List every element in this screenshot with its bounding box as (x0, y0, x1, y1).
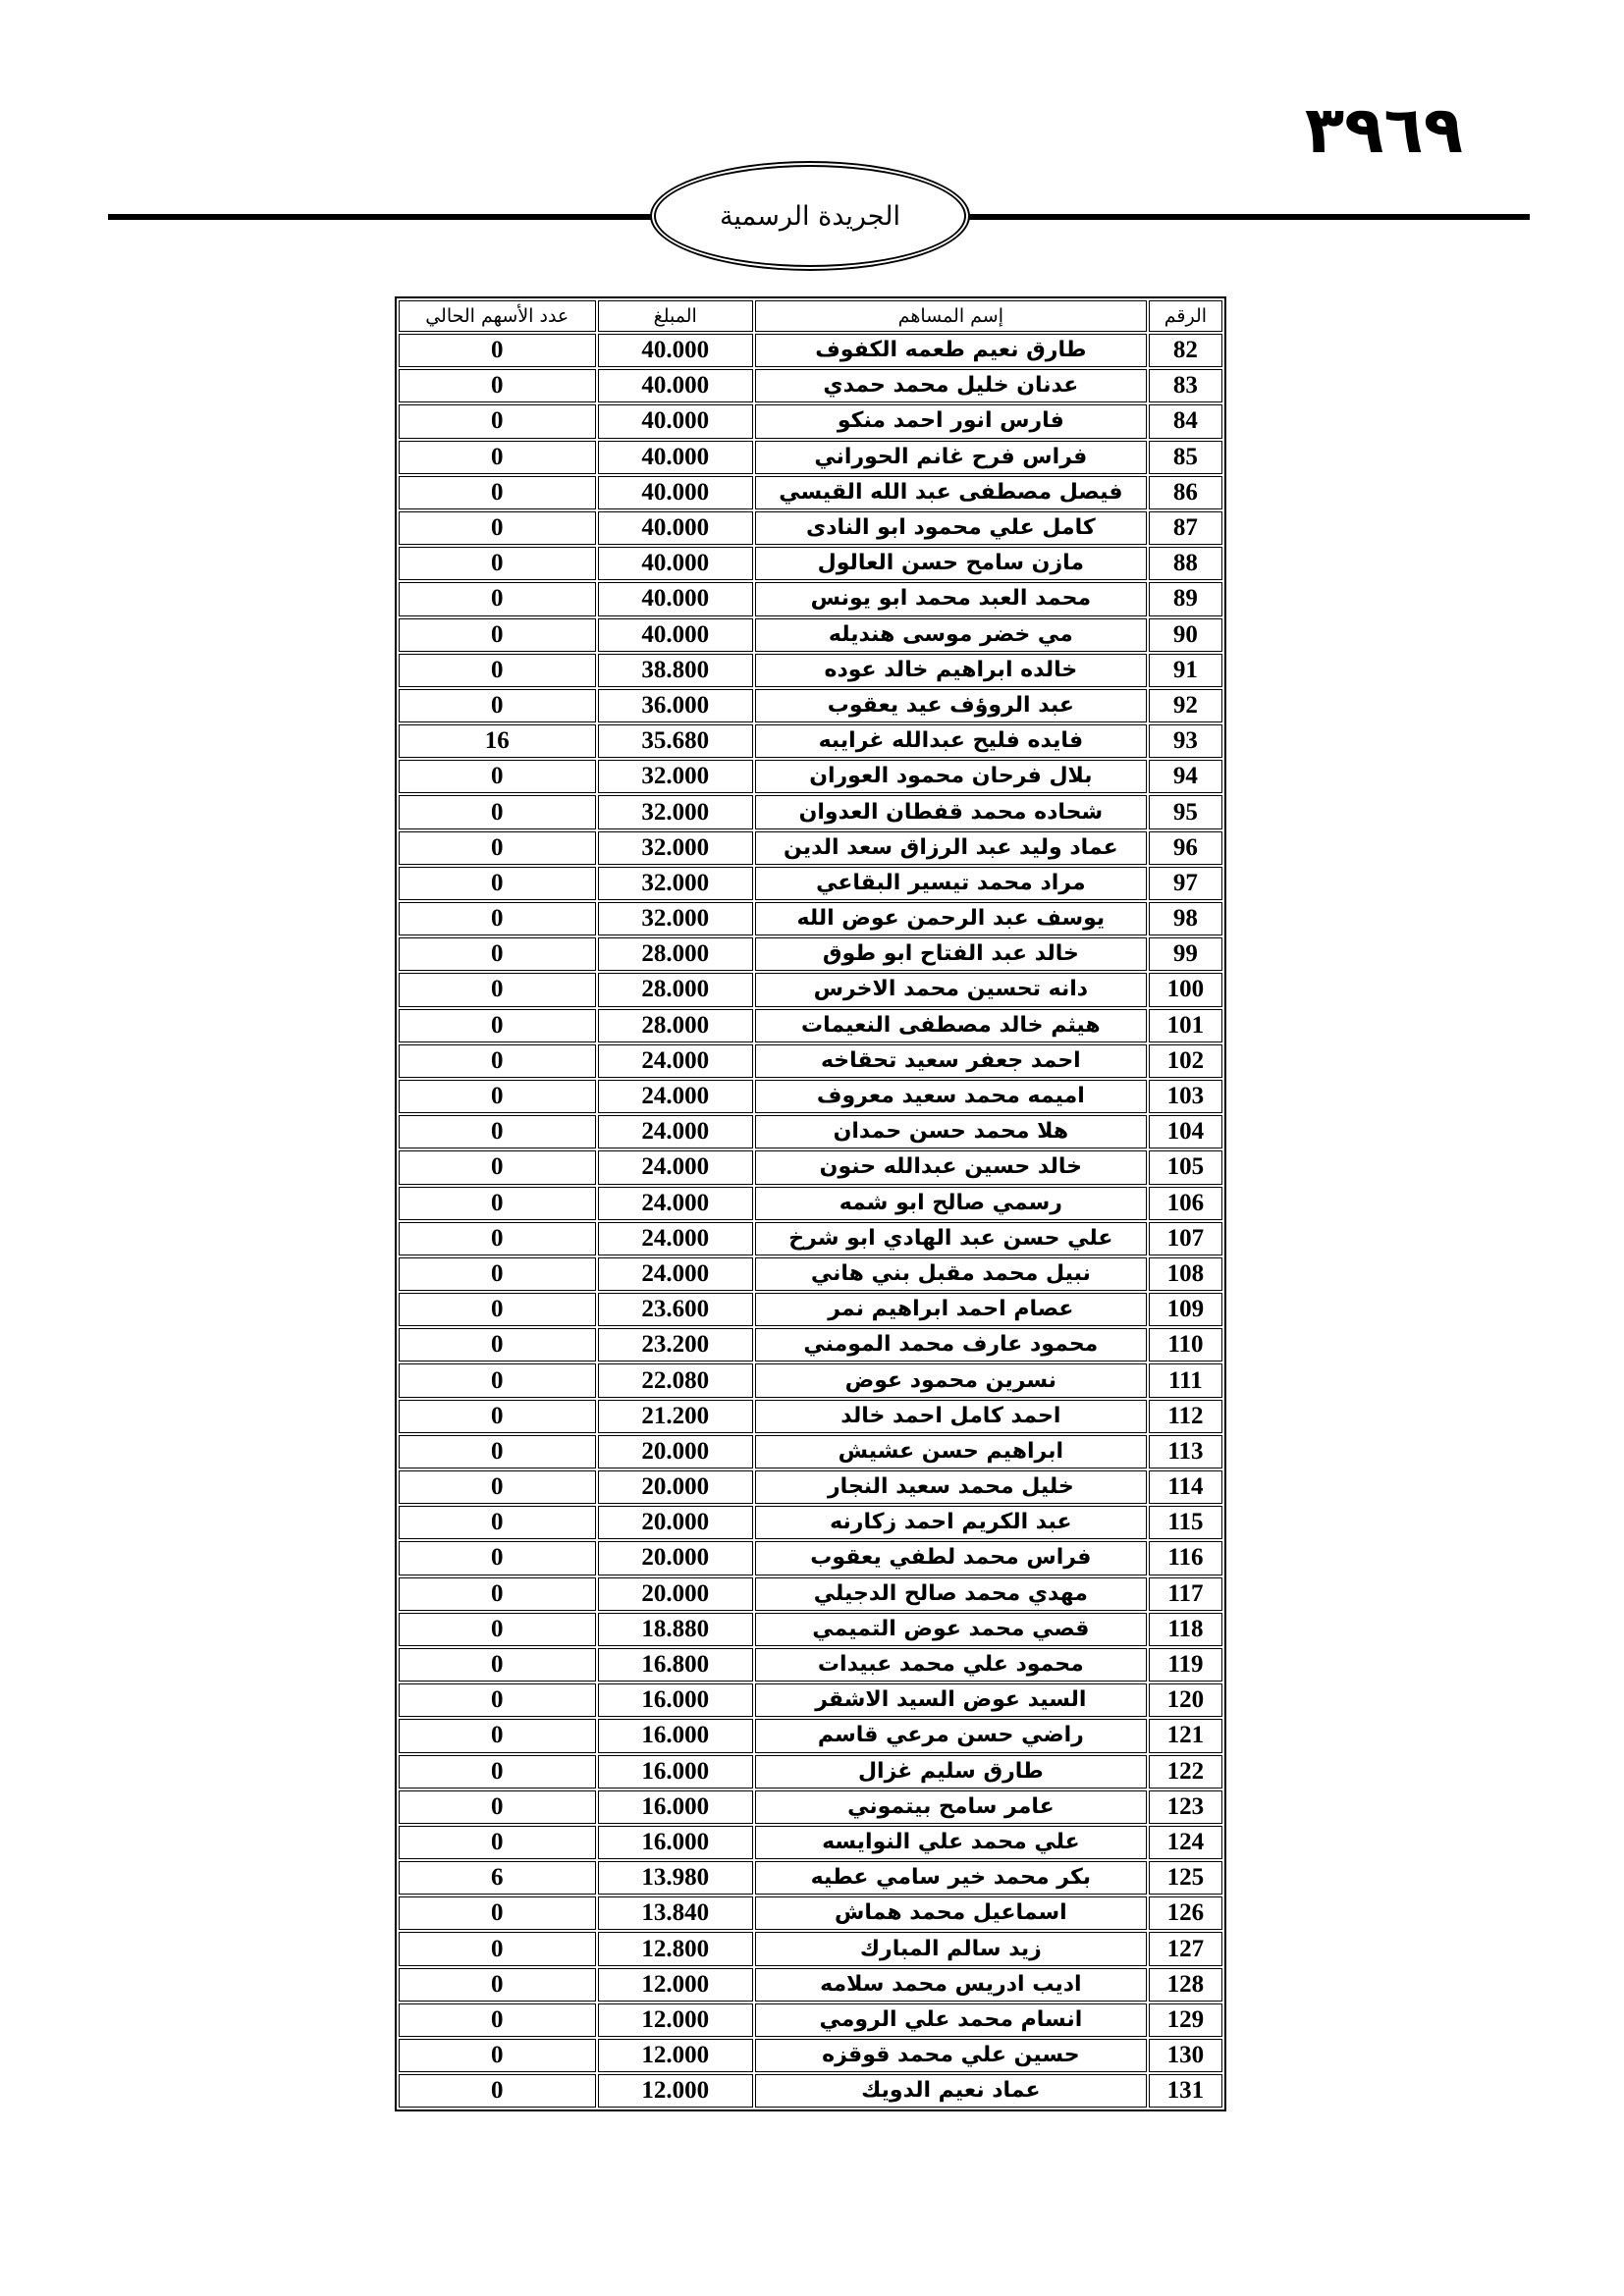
cell-shares: 0 (399, 404, 596, 438)
cell-shares: 0 (399, 760, 596, 793)
table-row (399, 618, 1222, 652)
cell-number: 98 (1149, 902, 1222, 935)
cell-name: علي حسن عبد الهادي ابو شرخ (755, 1222, 1147, 1255)
cell-shares: 0 (399, 2039, 596, 2072)
cell-amount: 40.000 (598, 369, 753, 402)
cell-number: 131 (1149, 2074, 1222, 2108)
table-row (399, 867, 1222, 900)
table-row (399, 1150, 1222, 1184)
cell-name: دانه تحسين محمد الاخرس (755, 973, 1147, 1006)
cell-number: 90 (1149, 618, 1222, 652)
cell-name: محمود عارف محمد المومني (755, 1328, 1147, 1362)
cell-name: رسمي صالح ابو شمه (755, 1187, 1147, 1220)
cell-name: قصي محمد عوض التميمي (755, 1613, 1147, 1646)
cell-number: 109 (1149, 1293, 1222, 1326)
cell-name: فراس فرح غانم الحوراني (755, 441, 1147, 474)
cell-shares: 0 (399, 1115, 596, 1148)
cell-amount: 32.000 (598, 902, 753, 935)
table-row (399, 795, 1222, 828)
cell-name: هلا محمد حسن حمدان (755, 1115, 1147, 1148)
cell-shares: 0 (399, 654, 596, 687)
cell-shares: 0 (399, 369, 596, 402)
cell-name: محمود علي محمد عبيدات (755, 1648, 1147, 1682)
cell-amount: 24.000 (598, 1187, 753, 1220)
cell-shares: 0 (399, 1435, 596, 1468)
cell-name: عبد الكريم احمد زكارنه (755, 1506, 1147, 1539)
cell-name: فايده فليح عبدالله غرايبه (755, 724, 1147, 758)
cell-name: شحاده محمد قفطان العدوان (755, 795, 1147, 828)
table-row (399, 441, 1222, 474)
table-row (399, 1044, 1222, 1078)
table-row (399, 724, 1222, 758)
cell-number: 88 (1149, 547, 1222, 580)
cell-number: 107 (1149, 1222, 1222, 1255)
cell-name: حسين علي محمد قوقزه (755, 2039, 1147, 2072)
cell-shares: 0 (399, 476, 596, 509)
cell-amount: 24.000 (598, 1044, 753, 1078)
table-row (399, 1363, 1222, 1397)
cell-number: 83 (1149, 369, 1222, 402)
cell-number: 120 (1149, 1683, 1222, 1717)
cell-amount: 12.000 (598, 2003, 753, 2037)
cell-shares: 0 (399, 1541, 596, 1575)
cell-number: 100 (1149, 973, 1222, 1006)
table-row (399, 1541, 1222, 1575)
cell-amount: 38.800 (598, 654, 753, 687)
cell-number: 119 (1149, 1648, 1222, 1682)
table-row (399, 689, 1222, 722)
table-row (399, 1648, 1222, 1682)
cell-amount: 40.000 (598, 441, 753, 474)
table-row (399, 1790, 1222, 1824)
cell-shares: 0 (399, 1044, 596, 1078)
cell-number: 87 (1149, 511, 1222, 545)
cell-number: 128 (1149, 1968, 1222, 2002)
table-row (399, 511, 1222, 545)
cell-shares: 0 (399, 2074, 596, 2108)
cell-number: 114 (1149, 1470, 1222, 1504)
cell-name: راضي حسن مرعي قاسم (755, 1719, 1147, 1752)
cell-number: 122 (1149, 1755, 1222, 1789)
cell-shares: 0 (399, 902, 596, 935)
table-row (399, 334, 1222, 367)
table-row (399, 937, 1222, 971)
cell-amount: 32.000 (598, 795, 753, 828)
cell-shares: 0 (399, 511, 596, 545)
cell-amount: 13.840 (598, 1896, 753, 1930)
cell-shares: 0 (399, 2003, 596, 2037)
cell-shares: 0 (399, 867, 596, 900)
table-row (399, 1187, 1222, 1220)
cell-shares: 0 (399, 1080, 596, 1113)
cell-number: 129 (1149, 2003, 1222, 2037)
cell-number: 123 (1149, 1790, 1222, 1824)
cell-name: اسماعيل محمد هماش (755, 1896, 1147, 1930)
table-header-row (399, 300, 1222, 332)
cell-shares: 0 (399, 1150, 596, 1184)
cell-amount: 16.000 (598, 1683, 753, 1717)
table-row (399, 1080, 1222, 1113)
cell-number: 124 (1149, 1826, 1222, 1859)
cell-shares: 0 (399, 1683, 596, 1717)
cell-name: علي محمد علي النوايسه (755, 1826, 1147, 1859)
table-row (399, 1009, 1222, 1042)
cell-amount: 40.000 (598, 476, 753, 509)
cell-shares: 0 (399, 689, 596, 722)
cell-number: 130 (1149, 2039, 1222, 2072)
cell-amount: 40.000 (598, 511, 753, 545)
table-row (399, 1435, 1222, 1468)
cell-name: مراد محمد تيسير البقاعي (755, 867, 1147, 900)
cell-amount: 16.000 (598, 1790, 753, 1824)
cell-amount: 24.000 (598, 1222, 753, 1255)
cell-shares: 0 (399, 1648, 596, 1682)
cell-amount: 20.000 (598, 1435, 753, 1468)
table-row (399, 404, 1222, 438)
cell-amount: 28.000 (598, 973, 753, 1006)
table-row (399, 760, 1222, 793)
cell-shares: 0 (399, 1009, 596, 1042)
cell-name: مازن سامح حسن العالول (755, 547, 1147, 580)
table-row (399, 582, 1222, 615)
cell-shares: 0 (399, 1293, 596, 1326)
cell-amount: 23.200 (598, 1328, 753, 1362)
cell-name: اديب ادريس محمد سلامه (755, 1968, 1147, 2002)
cell-name: طارق نعيم طعمه الكفوف (755, 334, 1147, 367)
cell-name: احمد كامل احمد خالد (755, 1400, 1147, 1433)
cell-amount: 32.000 (598, 867, 753, 900)
cell-amount: 24.000 (598, 1257, 753, 1291)
header-shares: عدد الأسهم الحالي (399, 300, 596, 332)
table-row (399, 1826, 1222, 1859)
cell-amount: 16.800 (598, 1648, 753, 1682)
cell-shares: 0 (399, 973, 596, 1006)
cell-amount: 16.000 (598, 1755, 753, 1789)
cell-name: كامل علي محمود ابو النادى (755, 511, 1147, 545)
cell-amount: 21.200 (598, 1400, 753, 1433)
cell-shares: 0 (399, 582, 596, 615)
cell-shares: 0 (399, 1328, 596, 1362)
table-row (399, 831, 1222, 865)
cell-number: 93 (1149, 724, 1222, 758)
cell-name: انسام محمد علي الرومي (755, 2003, 1147, 2037)
cell-name: يوسف عبد الرحمن عوض الله (755, 902, 1147, 935)
cell-number: 118 (1149, 1613, 1222, 1646)
table-row (399, 902, 1222, 935)
table-row (399, 1683, 1222, 1717)
table-row (399, 654, 1222, 687)
cell-name: السيد عوض السيد الاشقر (755, 1683, 1147, 1717)
cell-shares: 0 (399, 1896, 596, 1930)
cell-amount: 22.080 (598, 1363, 753, 1397)
cell-name: خليل محمد سعيد النجار (755, 1470, 1147, 1504)
cell-shares: 0 (399, 334, 596, 367)
table-row (399, 1577, 1222, 1611)
cell-amount: 23.600 (598, 1293, 753, 1326)
cell-shares: 0 (399, 1577, 596, 1611)
cell-number: 116 (1149, 1541, 1222, 1575)
cell-name: مي خضر موسى هنديله (755, 618, 1147, 652)
cell-name: اميمه محمد سعيد معروف (755, 1080, 1147, 1113)
cell-number: 115 (1149, 1506, 1222, 1539)
cell-amount: 16.000 (598, 1719, 753, 1752)
table-row (399, 1506, 1222, 1539)
cell-amount: 24.000 (598, 1150, 753, 1184)
cell-shares: 0 (399, 1363, 596, 1397)
cell-amount: 16.000 (598, 1826, 753, 1859)
cell-name: فراس محمد لطفي يعقوب (755, 1541, 1147, 1575)
cell-shares: 0 (399, 1506, 596, 1539)
cell-number: 125 (1149, 1861, 1222, 1895)
cell-shares: 0 (399, 1826, 596, 1859)
table-row (399, 1613, 1222, 1646)
cell-name: خالد عبد الفتاح ابو طوق (755, 937, 1147, 971)
cell-number: 99 (1149, 937, 1222, 971)
table-row (399, 1755, 1222, 1789)
table-row (399, 1293, 1222, 1326)
cell-shares: 0 (399, 1719, 596, 1752)
table-row (399, 1222, 1222, 1255)
cell-shares: 0 (399, 1470, 596, 1504)
table-row (399, 2074, 1222, 2108)
header-amount: المبلغ (598, 300, 753, 332)
cell-amount: 24.000 (598, 1080, 753, 1113)
cell-number: 108 (1149, 1257, 1222, 1291)
cell-amount: 12.000 (598, 1968, 753, 2002)
cell-shares: 0 (399, 1187, 596, 1220)
cell-shares: 0 (399, 1968, 596, 2002)
cell-number: 104 (1149, 1115, 1222, 1148)
cell-shares: 0 (399, 1257, 596, 1291)
cell-shares: 0 (399, 1400, 596, 1433)
table-row (399, 973, 1222, 1006)
table-row (399, 1719, 1222, 1752)
cell-number: 94 (1149, 760, 1222, 793)
cell-shares: 0 (399, 1932, 596, 1965)
cell-amount: 20.000 (598, 1506, 753, 1539)
table-row (399, 1932, 1222, 1965)
cell-number: 92 (1149, 689, 1222, 722)
cell-number: 97 (1149, 867, 1222, 900)
cell-name: عدنان خليل محمد حمدي (755, 369, 1147, 402)
cell-amount: 40.000 (598, 547, 753, 580)
cell-name: محمد العبد محمد ابو يونس (755, 582, 1147, 615)
cell-number: 86 (1149, 476, 1222, 509)
cell-shares: 0 (399, 547, 596, 580)
cell-amount: 32.000 (598, 831, 753, 865)
cell-name: عامر سامح بيتموني (755, 1790, 1147, 1824)
cell-amount: 28.000 (598, 1009, 753, 1042)
cell-shares: 0 (399, 831, 596, 865)
cell-name: عصام احمد ابراهيم نمر (755, 1293, 1147, 1326)
gazette-title: الجريدة الرسمية (650, 161, 970, 271)
cell-amount: 20.000 (598, 1470, 753, 1504)
cell-name: زيد سالم المبارك (755, 1932, 1147, 1965)
cell-name: فيصل مصطفى عبد الله القيسي (755, 476, 1147, 509)
cell-number: 112 (1149, 1400, 1222, 1433)
cell-number: 95 (1149, 795, 1222, 828)
cell-name: خالده ابراهيم خالد عوده (755, 654, 1147, 687)
cell-name: نبيل محمد مقبل بني هاني (755, 1257, 1147, 1291)
cell-number: 89 (1149, 582, 1222, 615)
cell-shares: 0 (399, 618, 596, 652)
cell-name: عماد وليد عبد الرزاق سعد الدين (755, 831, 1147, 865)
header-name: إسم المساهم (755, 300, 1147, 332)
cell-name: مهدي محمد صالح الدجيلي (755, 1577, 1147, 1611)
cell-amount: 32.000 (598, 760, 753, 793)
cell-shares: 0 (399, 937, 596, 971)
cell-name: خالد حسين عبدالله حنون (755, 1150, 1147, 1184)
table-row (399, 476, 1222, 509)
table-row (399, 1896, 1222, 1930)
cell-shares: 0 (399, 1790, 596, 1824)
cell-name: احمد جعفر سعيد تحقاخه (755, 1044, 1147, 1078)
cell-number: 111 (1149, 1363, 1222, 1397)
cell-number: 110 (1149, 1328, 1222, 1362)
table-row (399, 1470, 1222, 1504)
cell-number: 126 (1149, 1896, 1222, 1930)
cell-shares: 16 (399, 724, 596, 758)
cell-shares: 0 (399, 1613, 596, 1646)
cell-number: 91 (1149, 654, 1222, 687)
cell-name: طارق سليم غزال (755, 1755, 1147, 1789)
table-row (399, 1968, 1222, 2002)
cell-amount: 40.000 (598, 334, 753, 367)
cell-number: 84 (1149, 404, 1222, 438)
cell-number: 105 (1149, 1150, 1222, 1184)
shareholders-table (395, 296, 1226, 2111)
cell-name: ابراهيم حسن عشيش (755, 1435, 1147, 1468)
cell-name: هيثم خالد مصطفى النعيمات (755, 1009, 1147, 1042)
cell-amount: 20.000 (598, 1577, 753, 1611)
cell-name: بلال فرحان محمود العوران (755, 760, 1147, 793)
cell-amount: 12.000 (598, 2039, 753, 2072)
cell-number: 121 (1149, 1719, 1222, 1752)
cell-number: 113 (1149, 1435, 1222, 1468)
cell-amount: 24.000 (598, 1115, 753, 1148)
cell-number: 101 (1149, 1009, 1222, 1042)
cell-number: 103 (1149, 1080, 1222, 1113)
page-number: ٣٩٦٩ (1304, 92, 1463, 168)
cell-shares: 0 (399, 441, 596, 474)
table-row (399, 1257, 1222, 1291)
cell-name: نسرين محمود عوض (755, 1363, 1147, 1397)
cell-shares: 0 (399, 795, 596, 828)
cell-amount: 20.000 (598, 1541, 753, 1575)
cell-amount: 40.000 (598, 404, 753, 438)
cell-amount: 36.000 (598, 689, 753, 722)
cell-name: بكر محمد خير سامي عطيه (755, 1861, 1147, 1895)
table-row (399, 1115, 1222, 1148)
cell-shares: 6 (399, 1861, 596, 1895)
cell-name: عبد الروؤف عيد يعقوب (755, 689, 1147, 722)
cell-number: 127 (1149, 1932, 1222, 1965)
table-row (399, 2003, 1222, 2037)
table-row (399, 1328, 1222, 1362)
cell-shares: 0 (399, 1222, 596, 1255)
cell-amount: 40.000 (598, 582, 753, 615)
cell-number: 102 (1149, 1044, 1222, 1078)
cell-shares: 0 (399, 1755, 596, 1789)
cell-amount: 18.880 (598, 1613, 753, 1646)
cell-amount: 40.000 (598, 618, 753, 652)
table-row (399, 1861, 1222, 1895)
cell-number: 117 (1149, 1577, 1222, 1611)
cell-name: عماد نعيم الدويك (755, 2074, 1147, 2108)
cell-number: 106 (1149, 1187, 1222, 1220)
table-row (399, 547, 1222, 580)
cell-amount: 28.000 (598, 937, 753, 971)
cell-amount: 12.000 (598, 2074, 753, 2108)
cell-amount: 12.800 (598, 1932, 753, 1965)
cell-number: 85 (1149, 441, 1222, 474)
cell-name: فارس انور احمد منكو (755, 404, 1147, 438)
header-number: الرقم (1149, 300, 1222, 332)
table-row (399, 1400, 1222, 1433)
cell-amount: 13.980 (598, 1861, 753, 1895)
table-body (399, 334, 1222, 2108)
table-row (399, 369, 1222, 402)
cell-amount: 35.680 (598, 724, 753, 758)
cell-number: 96 (1149, 831, 1222, 865)
cell-number: 82 (1149, 334, 1222, 367)
table-row (399, 2039, 1222, 2072)
